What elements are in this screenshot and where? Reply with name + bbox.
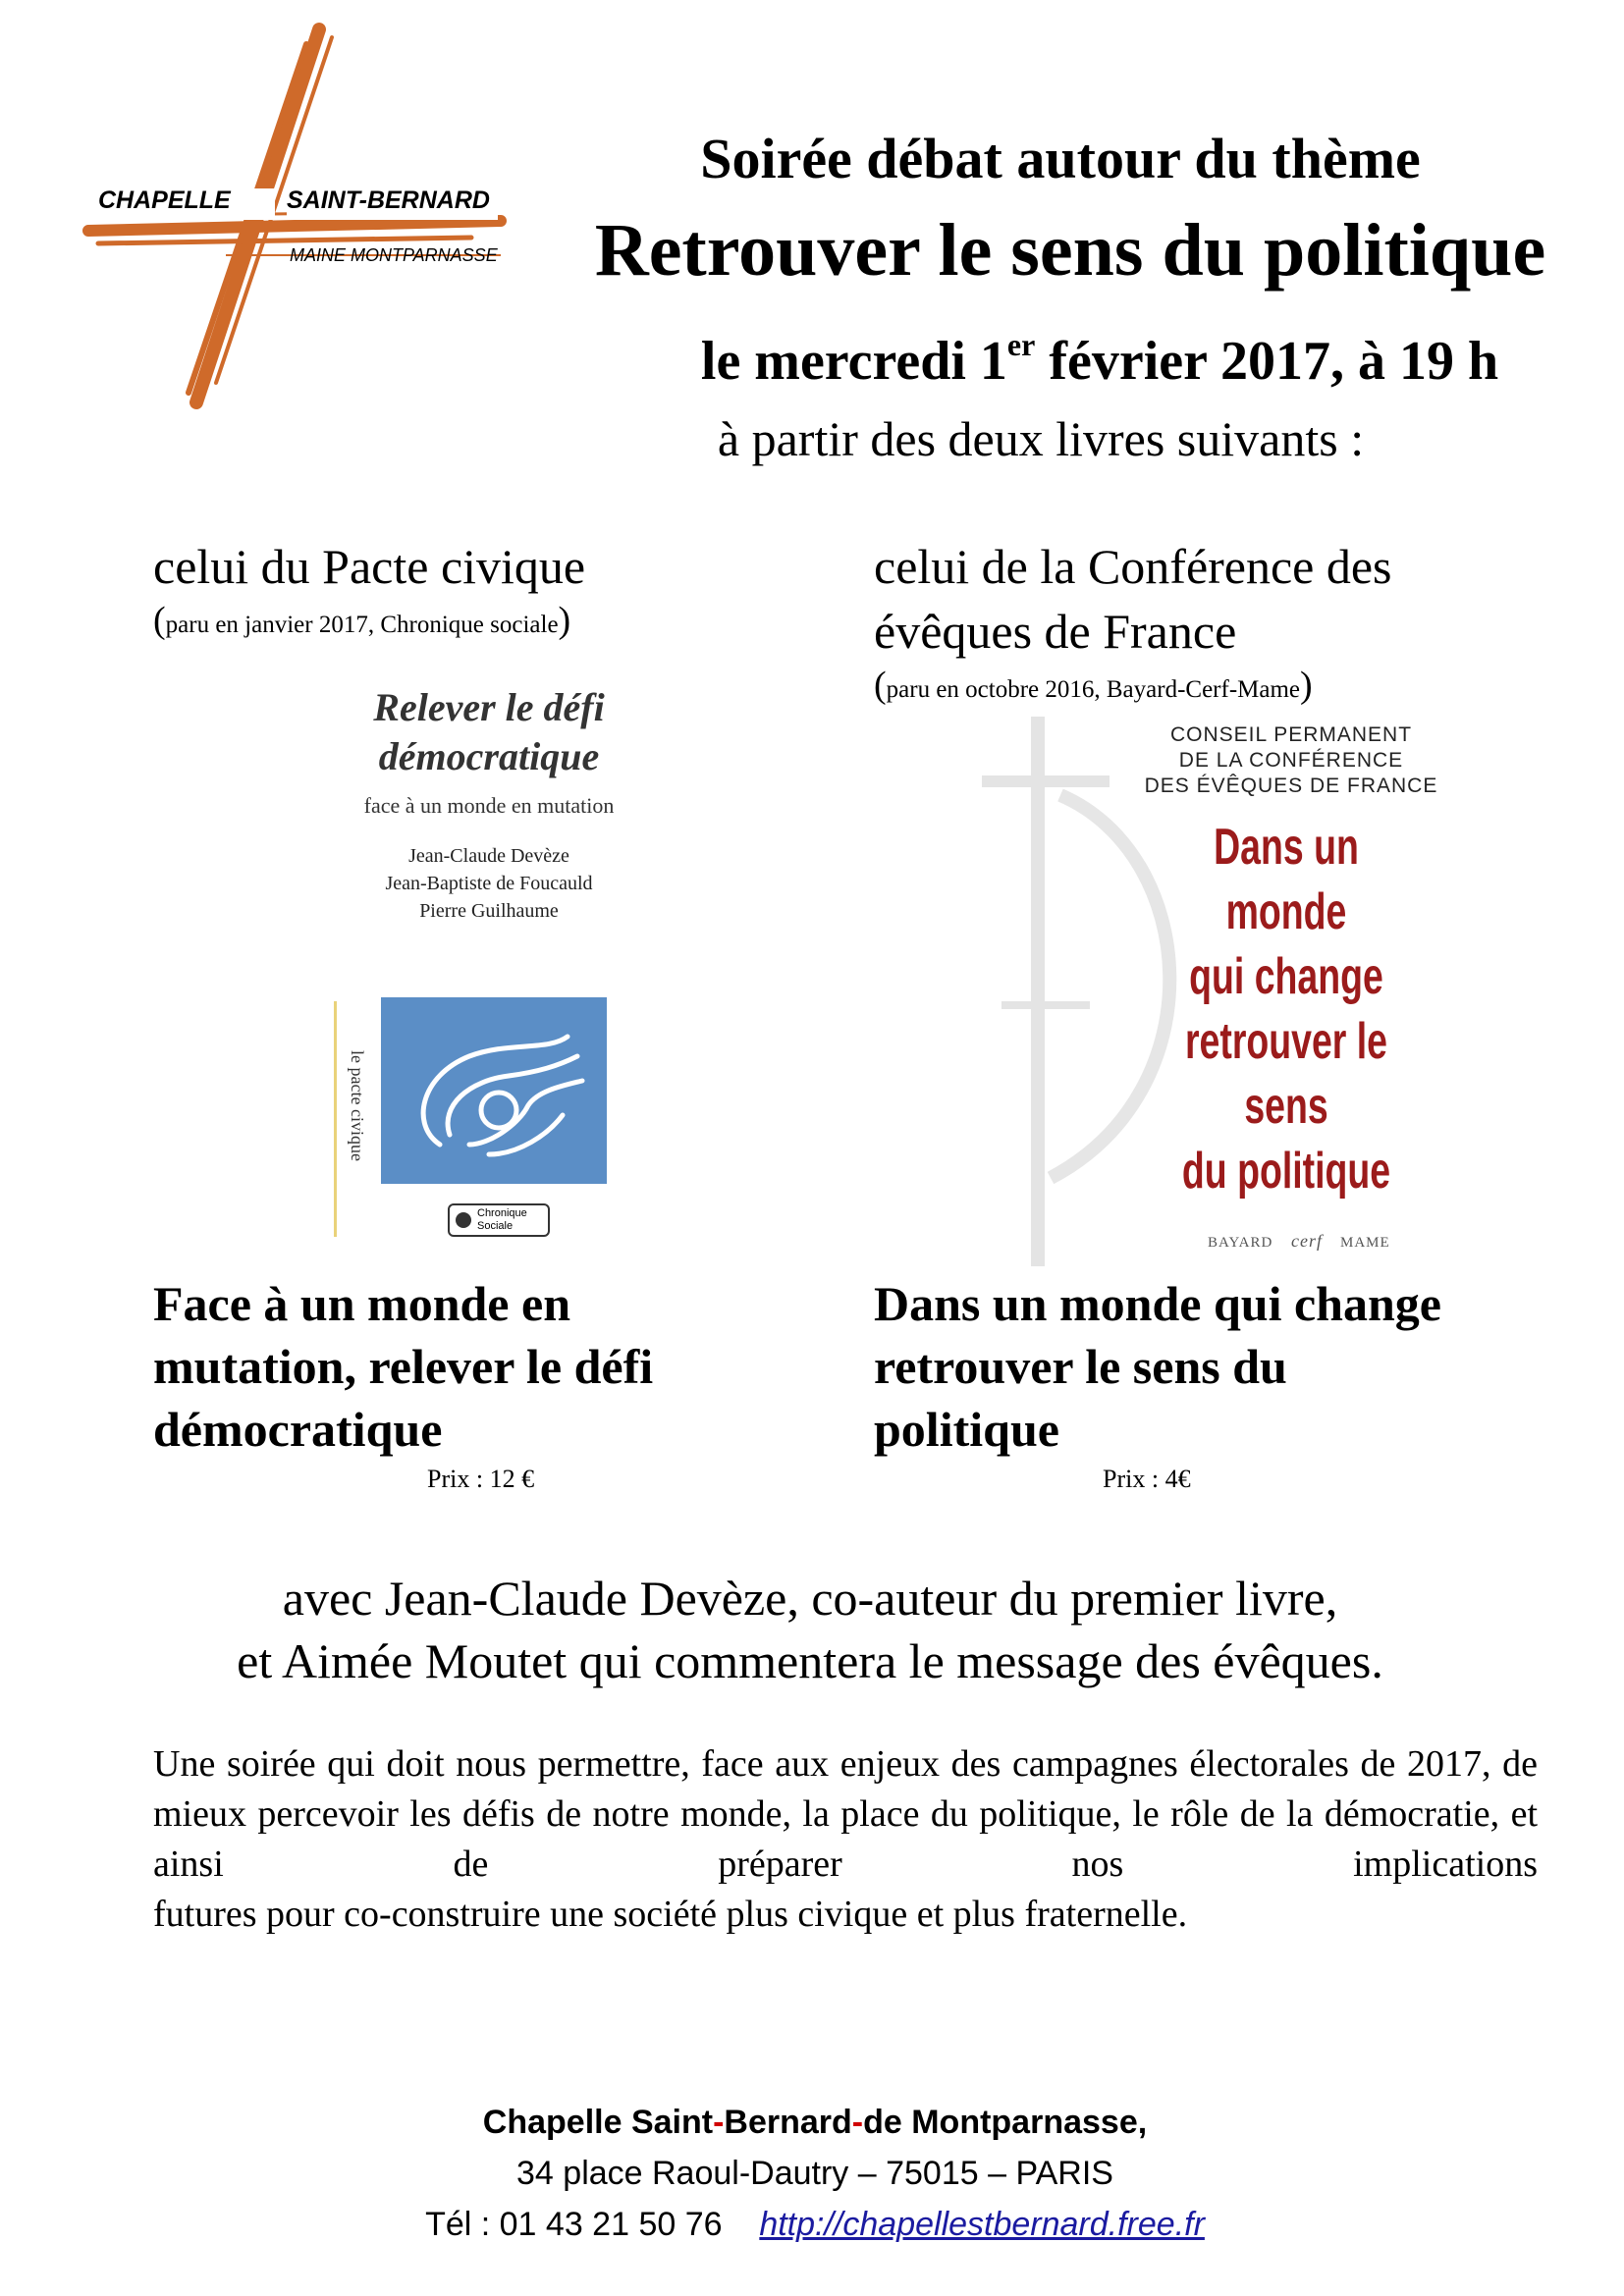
footer-chapel-name: Chapelle Saint-Bernard-de Montparnasse, [482,2104,1148,2141]
book1-cover [332,667,617,1247]
publisher-badge: Chronique Sociale [448,1203,550,1237]
footer-address: 34 place Raoul-Dautry – 75015 – PARIS [516,2155,1113,2192]
chapel-logo [79,20,511,412]
footer-website-link[interactable]: http://chapellestbernard.free.fr [759,2206,1205,2243]
cover2-publisher-mame: MAME [1340,1235,1390,1251]
book2-title: Dans un monde qui change retrouver le sens du politique [874,1276,1441,1457]
logo-line2: SAINT-BERNARD [287,187,490,214]
logo-line1: CHAPELLE [98,187,231,214]
guests-line2: et Aimée Moutet qui commentera le message des évêques. [237,1633,1383,1688]
publisher-icon [456,1212,471,1228]
cover2-publisher-bayard: BAYARD [1208,1235,1273,1251]
book1-intro: celui du Pacte civique [153,539,586,594]
book2-intro: celui de la Conférence des évêques de France [874,539,1392,659]
pacte-civique-logo [381,997,607,1184]
event-title: Retrouver le sens du politique [594,209,1546,292]
cover1-authors: Jean-Claude Devèze Jean-Baptiste de Foucauld Pierre Guilhaume [385,845,593,922]
event-heading: Soirée débat autour du thème [700,127,1421,190]
hands-icon [381,997,607,1184]
book2-price: Prix : 4€ [1103,1465,1191,1493]
event-intro: à partir des deux livres suivants : [717,411,1365,466]
footer-contact [393,2201,1237,2248]
logo-line3: MAINE MONTPARNASSE [290,245,498,265]
cross-logo-icon [79,20,511,412]
book2-cover [982,717,1443,1266]
cover1-spine-label: le pacte civique [348,1050,367,1161]
cover2-header: CONSEIL PERMANENT DE LA CONFÉRENCE DES ÉVÊQUES DE FRANCE [1144,723,1438,797]
book2-publication: (paru en octobre 2016, Bayard-Cerf-Mame) [874,665,1313,706]
cover2-title: Dans un monde qui change retrouver le sens du politique [1181,819,1391,1200]
book1-publication: (paru en janvier 2017, Chronique sociale) [153,600,571,641]
cover1-spine-line [334,1001,337,1237]
cover1-subtitle: face à un monde en mutation [363,793,615,818]
guests-line1: avec Jean-Claude Devèze, co-auteur du premier livre, [282,1571,1338,1626]
cover2-publisher-cerf: cerf [1291,1231,1323,1251]
book1-price: Prix : 12 € [427,1465,535,1493]
event-date: le mercredi 1er février 2017, à 19 h [700,327,1499,392]
footer-phone: Tél : 01 43 21 50 76 [425,2206,723,2243]
cover1-title: Relever le défi démocratique [373,685,605,778]
book1-title: Face à un monde en mutation, relever le défi démocratique [153,1276,654,1457]
event-description: Une soirée qui doit nous permettre, face aux enjeux des campagnes électorales de 2017, de mieux percevoir les défis de notre monde, la place du politique, le rôle de la démocratie, et ainsi de préparer nos implications futures pour co-construire une société plus civique et plus fraternelle. [153,1743,1538,1935]
